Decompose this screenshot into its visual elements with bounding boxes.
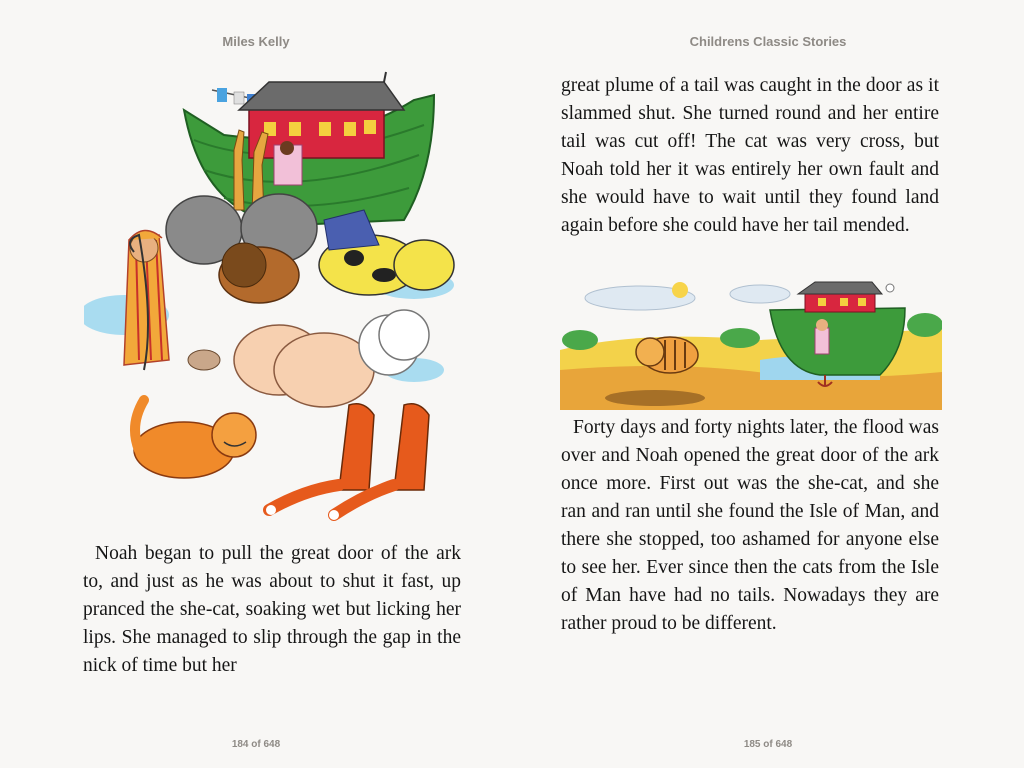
noah-figure-head — [816, 319, 828, 331]
chimney — [384, 72, 386, 82]
tabby-cat-head — [636, 338, 664, 366]
she-cat-head — [212, 413, 256, 457]
ark-window — [319, 122, 331, 136]
ark-window — [289, 122, 301, 136]
giraffe — [234, 130, 244, 210]
rabbit — [188, 350, 220, 370]
noahs-ark-animals-illustration — [84, 70, 464, 530]
ark-roof — [239, 82, 404, 110]
ark-window — [364, 120, 376, 134]
running-head-author: Miles Kelly — [222, 34, 290, 49]
noah-figure — [815, 328, 829, 354]
laundry-item — [234, 92, 244, 104]
fox-tail-tip — [329, 510, 339, 520]
cow-spot — [344, 250, 364, 266]
right-page-paragraph-2: Forty days and forty nights later, the flood was over and Noah opened the great door of the ark once more. First out was the she-cat, and she ran and ran until she found the Isle of Man, and there she stopped, too ashamed for anyone else to see her. Ever since then the cats from the Isle of Man have had no tails. Nowadays they are rather proud to be different. — [561, 417, 939, 634]
cow — [394, 240, 454, 290]
bush — [562, 330, 598, 350]
right-page-paragraph-1: great plume of a tail was caught in the door as it slammed shut. She turned round and her entire tail was cut off! The cat was very cross, but Noah told her it was entirely her own fault and she would have to wait until they found land again before she could have her tail mended. — [561, 75, 939, 236]
lion-mane — [222, 243, 266, 287]
running-head-book-title: Childrens Classic Stories — [689, 34, 847, 49]
small-ark-window — [840, 298, 848, 306]
bush — [720, 328, 760, 348]
dove — [886, 284, 894, 292]
left-page-paragraph: Noah began to pull the great door of the ark to, and just as he was about to shut it fast, up pranced the she-cat, soaking wet but licking her lips. She managed to slip through the gap in the nick of time but her — [83, 543, 461, 676]
cow-spot — [372, 268, 396, 282]
fox-tail — [269, 485, 339, 510]
noahs-wife-head — [280, 141, 294, 155]
bush — [907, 313, 942, 337]
sheep — [379, 310, 429, 360]
small-ark-window — [818, 298, 826, 306]
laundry-item — [217, 88, 227, 102]
ark-window — [344, 122, 356, 136]
mud — [605, 390, 705, 406]
small-ark-roof — [798, 282, 882, 294]
sun — [672, 282, 688, 298]
cat-and-ark-illustration — [560, 280, 942, 410]
fox — [339, 404, 374, 490]
fox — [394, 404, 429, 490]
fox-tail-tip — [266, 505, 276, 515]
cloud — [730, 285, 790, 303]
page-number-right: 185 of 648 — [743, 739, 793, 750]
small-ark-window — [858, 298, 866, 306]
page-number-left: 184 of 648 — [231, 739, 281, 750]
